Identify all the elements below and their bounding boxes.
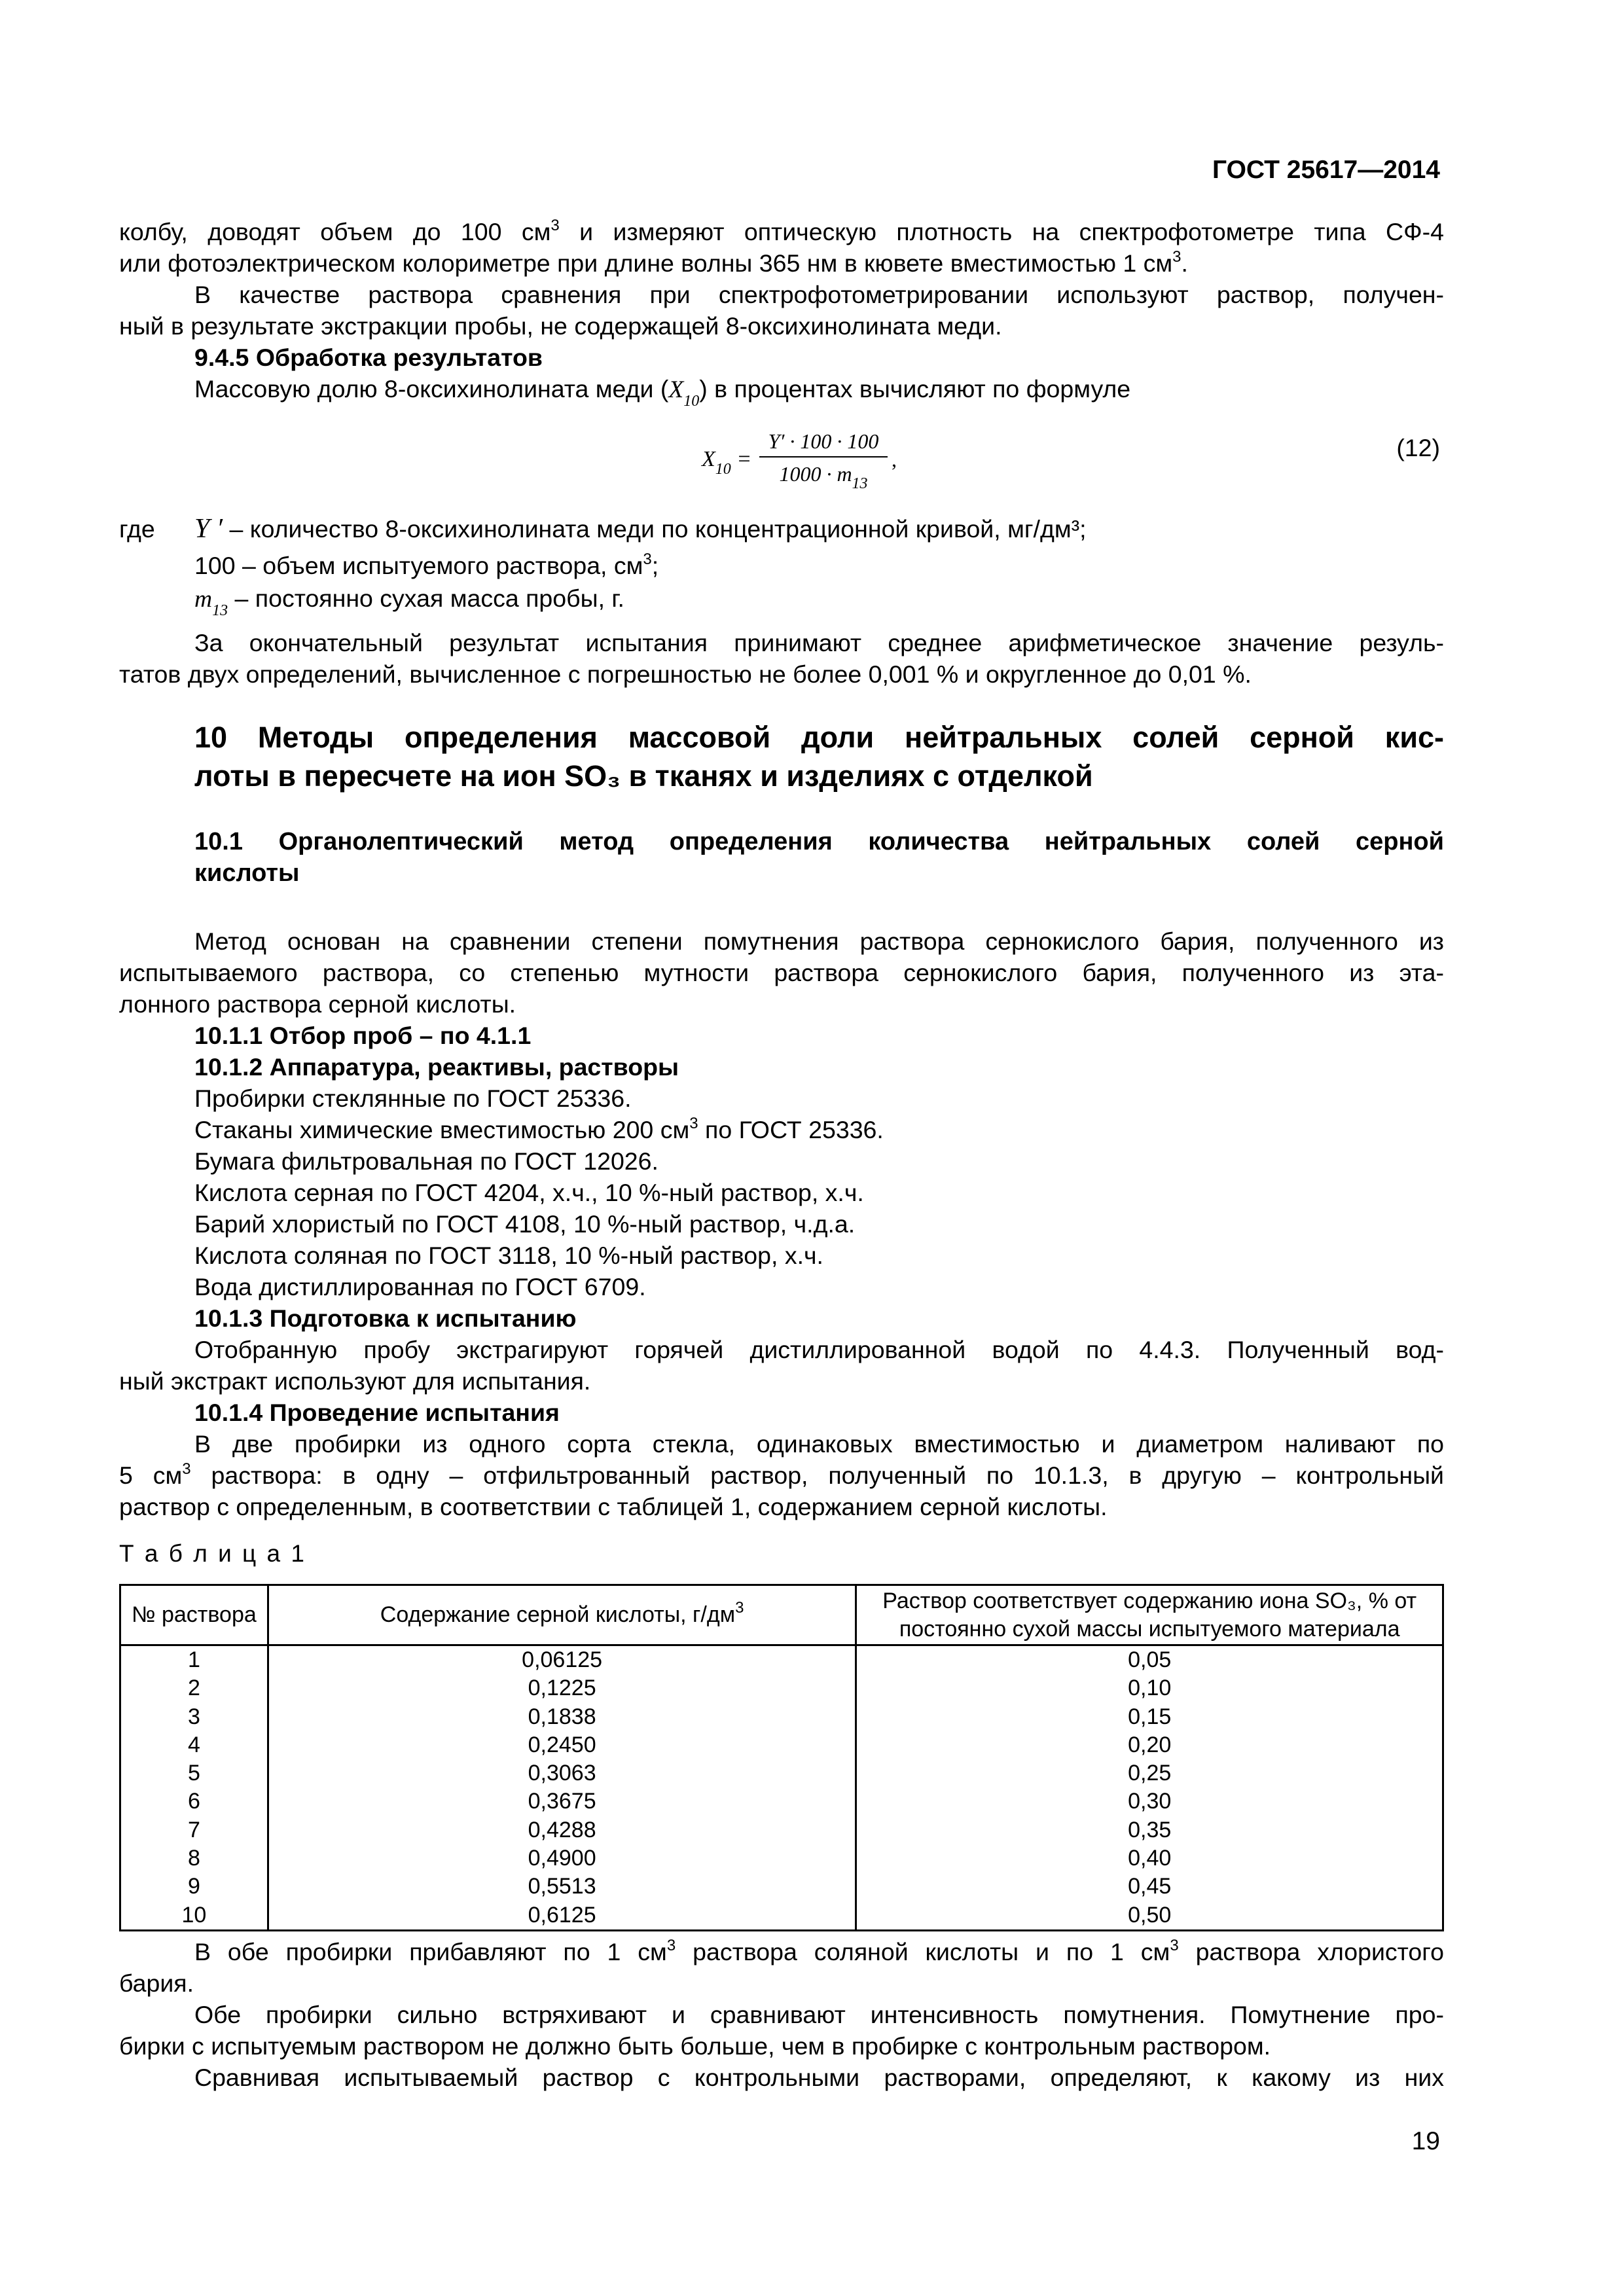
cell-acid-content: 0,06125 xyxy=(268,1645,856,1675)
apparatus-5: Барий хлористый по ГОСТ 4108, 10 %-ный раствор, ч.д.а. xyxy=(194,1210,856,1238)
method-line-3: лонного раствора серной кислоты. xyxy=(119,990,516,1018)
cell-solution-number: 2 xyxy=(120,1674,268,1702)
section-10-1-2: 10.1.2 Аппаратура, реактивы, растворы xyxy=(194,1053,679,1081)
table-1-caption: Т а б л и ц а 1 xyxy=(119,1540,306,1567)
variable-y: Y ′ – количество 8-оксихинолината меди по концентрационной кривой, мг/дм³; xyxy=(194,514,1087,544)
cell-so3-percent: 0,35 xyxy=(856,1816,1443,1844)
document-page: ГОСТ 25617—2014 колбу, доводят объем до 100 $см^3$ и измеряют оптическую плотность на спектрофотометре типа СФ-4 или фотоэлектрическом колориметре при длине волны 365 нм в кювете вместимостью 1 $см^3$. В качестве раствора сравнения при спектрофотометрировании используют раствор, получен- ный в результате экстракции пробы, не содержащей 8-оксихинолината меди. 9.4.5 Обработка результатов Массовую долю 8-оксихинолината меди $(X_{10})$ в процентах вычисляют по формуле $X_{10}$ = Y′ · 100 · 100 $1000 \cdot m_{13}$ , (12) где Y ′ – количество 8-оксихинолината меди по концентрационной кривой, мг/дм³; 100 – объем испытуемого раствора, $см^3$; $m_{13}$ – постоянно сухая масса пробы, г. За окончательный результат испытания принимают среднее арифметическое значение резуль- татов двух определений, вычисленное с погрешностью не более 0,001 % и округленное до 0,01 %. 10 Методы определения массовой доли нейтральных солей серной кис- лоты в пересчете на ион SO₃ в тканях и изделиях с отделкой 10.1 Органолептический метод определения количества нейтральных солей серной кислоты Метод основан на сравнении степени помутнения раствора сернокислого бария, полученного из испытываемого раствора, со степенью мутности раствора сернокислого бария, полученного из эта- лонного раствора серной кислоты. 10.1.1 Отбор проб – по 4.1.1 10.1.2 Аппаратура, реактивы, растворы Пробирки стеклянные по ГОСТ 25336. Стаканы химические вместимостью 200 $см^3$ по ГОСТ 25336. Бумага фильтровальная по ГОСТ 12026. Кислота серная по ГОСТ 4204, х.ч., 10 %-ный раствор, х.ч. Барий хлористый по ГОСТ 4108, 10 %-ный раствор, ч.д.а. Кислота соляная по ГОСТ 3118, 10 %-ный раствор, х.ч. Вода дистиллированная по ГОСТ 6709. 10.1.3 Подготовка к испытанию Отобранную пробу экстрагируют горячей дистиллированной водой по 4.4.3. Полученный вод- ный экстракт используют для испытания. 10.1.4 Проведение испытания В две пробирки из одного сорта стекла, одинаковых вместимостью и диаметром наливают по 5 $см^3$ раствора: в одну – отфильтрованный раствор, полученный по 10.1.3, в другую – контрольный раствор с определенным, в соответствии с таблицей 1, содержанием серной кислоты. Т а б л и ц а 1 № раствора Содержание серной кислоты, $г/дм^3$ Раствор соответствует содержанию иона SO₃, % от постоянно сухой массы испытуемого материала 1 0,06125 0,05 2 0,1225 0,10 3 0,1838 0,15 4 0,2450 0,20 5 0,3063 0,25 6 0,3675 0,30 7 0,4288 0,35 8 0,4900 0,40 9 0,5513 0,45 10 0,6125 0,50 В обе пробирки прибавляют по 1 $см^3$ раствора соляной кислоты и по 1 $см^3$ раствора хлористого бария. Обе пробирки сильно встряхивают и сравнивают интенсивность помутнения. Помутнение про- бирки с испытуемым раствором не должно быть больше, чем в пробирке с контрольным раствором. Сравнивая испытываемый раствор с контрольными растворами, определяют, к какому из них 19 xyxy=(0,0,1624,2296)
standard-header: ГОСТ 25617—2014 xyxy=(1212,156,1440,184)
section-10-1-1: 10.1.1 Отбор проб – по 4.1.1 xyxy=(194,1022,532,1049)
section-10-title-line-1: 10 Методы определения массовой доли нейтральных солей серной кис- xyxy=(194,721,1444,754)
section-9-4-5-title: 9.4.5 Обработка результатов xyxy=(194,344,543,371)
cell-so3-percent: 0,25 xyxy=(856,1759,1443,1787)
comparison-line-2: ный в результате экстракции пробы, не содержащей 8-оксихинолината меди. xyxy=(119,312,1002,340)
cell-solution-number: 8 xyxy=(120,1844,268,1873)
final-result-line-1: За окончательный результат испытания принимают среднее арифметическое значение резуль- xyxy=(194,629,1444,656)
cell-acid-content: 0,5513 xyxy=(268,1873,856,1901)
final-result-line-2: татов двух определений, вычисленное с погрешностью не более 0,001 % и округленное до 0,01 %. xyxy=(119,660,1252,688)
addition-line-1: В обе пробирки прибавляют по 1 $см^3$ раствора соляной кислоты и по 1 $см^3$ раствора хлористого xyxy=(194,1936,1444,1965)
table-row xyxy=(120,1844,1443,1873)
cell-so3-percent: 0,15 xyxy=(856,1703,1443,1731)
intro-line-2: или фотоэлектрическом колориметре при длине волны 365 нм в кювете вместимостью 1 $см^3$. xyxy=(119,247,1188,277)
cell-solution-number: 5 xyxy=(120,1759,268,1787)
cell-solution-number: 9 xyxy=(120,1873,268,1901)
apparatus-3: Бумага фильтровальная по ГОСТ 12026. xyxy=(194,1147,659,1175)
fraction-bar xyxy=(759,456,888,457)
cell-so3-percent: 0,50 xyxy=(856,1901,1443,1931)
shake-line-1: Обе пробирки сильно встряхивают и сравнивают интенсивность помутнения. Помутнение про- xyxy=(194,2001,1444,2028)
cell-acid-content: 0,4900 xyxy=(268,1844,856,1873)
formula-number: (12) xyxy=(1396,434,1440,461)
table-row xyxy=(120,1816,1443,1844)
section-10-1-title-line-2: кислоты xyxy=(194,859,300,887)
preparation-line-2: ный экстракт используют для испытания. xyxy=(119,1367,591,1395)
variable-100: 100 – объем испытуемого раствора, $см^3$; xyxy=(194,550,659,579)
apparatus-1: Пробирки стеклянные по ГОСТ 25336. xyxy=(194,1085,632,1112)
method-line-1: Метод основан на сравнении степени помутнения раствора сернокислого бария, полученного из xyxy=(194,927,1444,955)
table-row xyxy=(120,1873,1443,1901)
cell-acid-content: 0,4288 xyxy=(268,1816,856,1844)
cell-so3-percent: 0,30 xyxy=(856,1787,1443,1816)
table-row xyxy=(120,1703,1443,1731)
test-line-2: 5 $см^3$ раствора: в одну – отфильтрованный раствор, полученный по 10.1.3, в другую – контрольный xyxy=(119,1460,1444,1489)
apparatus-2: Стаканы химические вместимостью 200 $см^3$ по ГОСТ 25336. xyxy=(194,1114,884,1143)
apparatus-6: Кислота соляная по ГОСТ 3118, 10 %-ный раствор, х.ч. xyxy=(194,1242,823,1269)
preparation-line-1: Отобранную пробу экстрагируют горячей дистиллированной водой по 4.4.3. Полученный вод- xyxy=(194,1336,1444,1363)
cell-acid-content: 0,1838 xyxy=(268,1703,856,1731)
test-line-1: В две пробирки из одного сорта стекла, одинаковых вместимостью и диаметром наливают по xyxy=(194,1430,1444,1458)
table-row xyxy=(120,1645,1443,1675)
test-line-3: раствор с определенным, в соответствии с таблицей 1, содержанием серной кислоты. xyxy=(119,1493,1108,1520)
cell-solution-number: 3 xyxy=(120,1703,268,1731)
table-row xyxy=(120,1787,1443,1816)
header-so3-percent: Раствор соответствует содержанию иона SO₃, % от постоянно сухой массы испытуемого материала xyxy=(856,1585,1443,1645)
intro-line-1: колбу, доводят объем до 100 $см^3$ и измеряют оптическую плотность на спектрофотометре типа СФ-4 xyxy=(119,216,1444,245)
header-acid-content: Содержание серной кислоты, $г/дм^3$ xyxy=(268,1585,856,1645)
cell-solution-number: 10 xyxy=(120,1901,268,1931)
cell-acid-content: 0,1225 xyxy=(268,1674,856,1702)
apparatus-7: Вода дистиллированная по ГОСТ 6709. xyxy=(194,1273,646,1300)
table-row xyxy=(120,1674,1443,1702)
cell-solution-number: 7 xyxy=(120,1816,268,1844)
cell-solution-number: 6 xyxy=(120,1787,268,1816)
cell-acid-content: 0,2450 xyxy=(268,1731,856,1759)
section-10-1-3: 10.1.3 Подготовка к испытанию xyxy=(194,1304,577,1332)
shake-line-2: бирки с испытуемым раствором не должно быть больше, чем в пробирке с контрольным раствором. xyxy=(119,2032,1271,2060)
variable-m13: $m_{13}$ – постоянно сухая масса пробы, г. xyxy=(194,584,624,619)
cell-so3-percent: 0,45 xyxy=(856,1873,1443,1901)
cell-acid-content: 0,6125 xyxy=(268,1901,856,1931)
cell-so3-percent: 0,20 xyxy=(856,1731,1443,1759)
compare-line-1: Сравнивая испытываемый раствор с контрольными растворами, определяют, к какому из них xyxy=(194,2064,1444,2091)
formula-denominator: $1000 \cdot m_{13}$ xyxy=(779,462,868,493)
formula-numerator: Y′ · 100 · 100 xyxy=(768,429,879,453)
formula-lead: Массовую долю 8-оксихинолината меди $(X_{10})$ в процентах вычисляют по формуле xyxy=(194,375,1131,410)
table-header-row xyxy=(120,1585,1443,1645)
cell-so3-percent: 0,40 xyxy=(856,1844,1443,1873)
apparatus-4: Кислота серная по ГОСТ 4204, х.ч., 10 %-ный раствор, х.ч. xyxy=(194,1179,864,1206)
table-row xyxy=(120,1901,1443,1931)
section-10-1-4: 10.1.4 Проведение испытания xyxy=(194,1399,560,1426)
cell-acid-content: 0,3063 xyxy=(268,1759,856,1787)
where-word: где xyxy=(119,515,155,543)
comparison-line-1: В качестве раствора сравнения при спектрофотометрировании используют раствор, получен- xyxy=(194,281,1444,308)
cell-solution-number: 4 xyxy=(120,1731,268,1759)
cell-so3-percent: 0,05 xyxy=(856,1645,1443,1675)
section-10-1-title-line-1: 10.1 Органолептический метод определения количества нейтральных солей серной xyxy=(194,828,1444,855)
page-number: 19 xyxy=(1411,2127,1440,2155)
table-1 xyxy=(119,1584,1444,1931)
method-line-2: испытываемого раствора, со степенью мутности раствора сернокислого бария, полученного из эта- xyxy=(119,959,1444,986)
table-row xyxy=(120,1731,1443,1759)
addition-line-2: бария. xyxy=(119,1969,194,1997)
cell-solution-number: 1 xyxy=(120,1645,268,1675)
cell-so3-percent: 0,10 xyxy=(856,1674,1443,1702)
table-row xyxy=(120,1759,1443,1787)
cell-acid-content: 0,3675 xyxy=(268,1787,856,1816)
section-10-title-line-2: лоты в пересчете на ион SO₃ в тканях и изделиях с отделкой xyxy=(194,759,1093,793)
header-solution-number: № раствора xyxy=(120,1585,268,1645)
